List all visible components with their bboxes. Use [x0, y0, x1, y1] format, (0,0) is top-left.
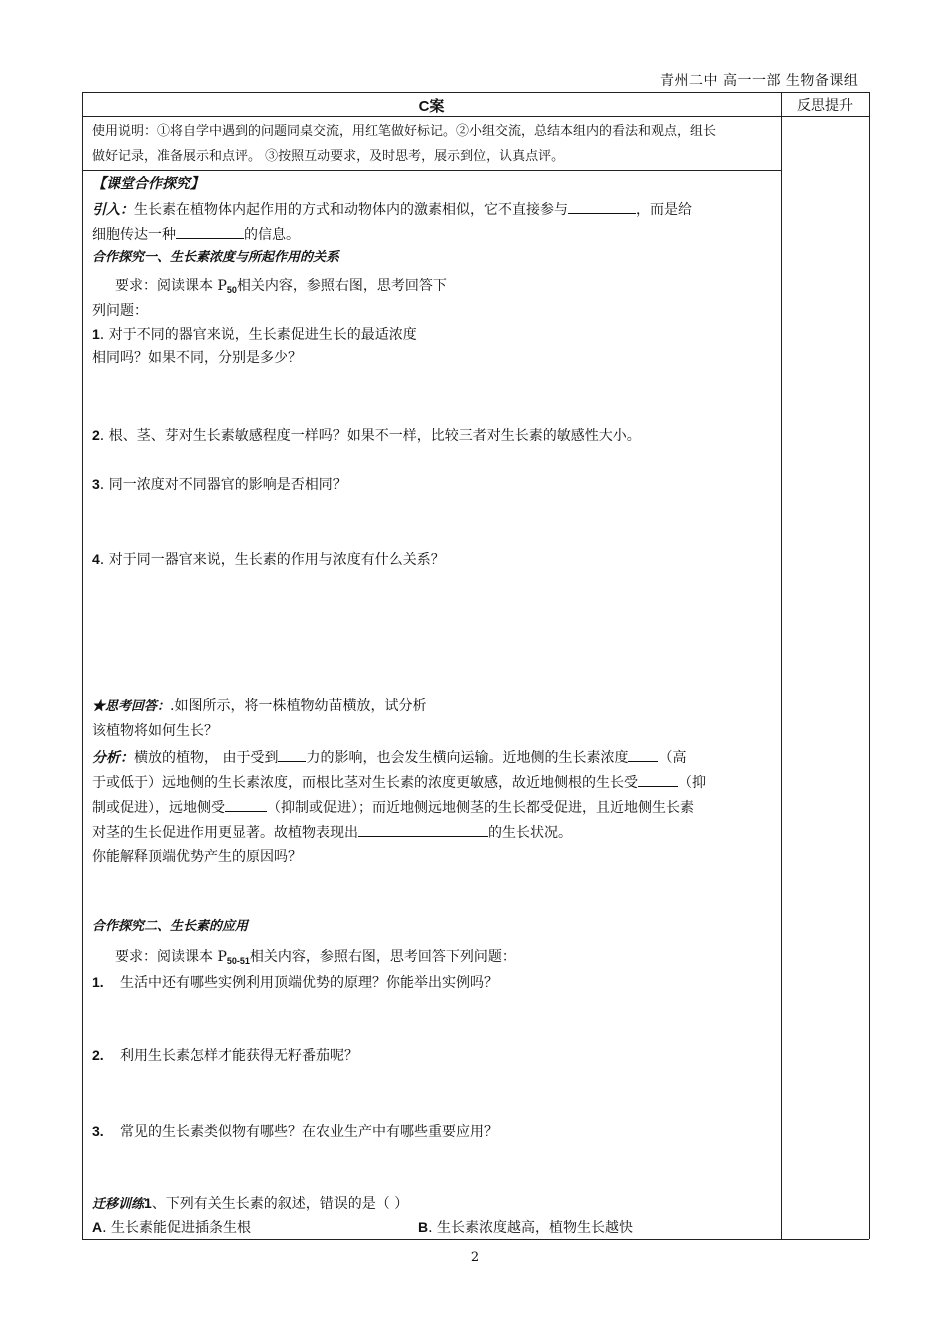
think-text: .如图所示，将一株植物幼苗横放，试分析 — [170, 698, 427, 714]
option-a-text: . 生长素能促进插条生根 — [102, 1220, 252, 1236]
e2-q1-number: 1. — [92, 974, 104, 990]
explore1-q1-line-1 — [92, 322, 777, 347]
table-right-border — [869, 92, 870, 1239]
usage-line-1: 使用说明：①将自学中遇到的问题同桌交流，用红笔做好标记。②小组交流，总结本组内的看法和观点，组长 — [92, 124, 717, 139]
analysis-text-3: （高 — [658, 750, 687, 766]
q1-number: 1 — [92, 326, 100, 342]
option-a[interactable] — [92, 1215, 392, 1240]
intro-text-3: 细胞传达一种 — [92, 227, 176, 243]
explore1-page-ref: 50 — [226, 285, 237, 295]
e2-q2-number: 2. — [92, 1047, 104, 1063]
blank-concentration[interactable] — [628, 747, 658, 762]
transfer-text: 、下列有关生长素的叙述，错误的是（ ） — [151, 1196, 409, 1212]
usage-divider — [82, 170, 781, 171]
page-number: 2 — [470, 1250, 480, 1265]
header-school-line: 青州二中 高一一部 生物备课组 — [660, 73, 859, 89]
explore1-q2 — [92, 423, 777, 448]
column-title-reflection: 反思提升 — [797, 98, 853, 114]
blank-growth-status[interactable] — [358, 822, 488, 837]
explore2-req-text: 要求：阅读课本 P — [115, 949, 227, 965]
column-title-main: C案 — [418, 98, 445, 115]
explore2-q2 — [92, 1043, 777, 1068]
analysis-text-8: 对茎的生长促进作用更显著。故植物表现出 — [92, 825, 358, 841]
intro-text-4: 的信息。 — [244, 227, 300, 243]
explore1-requirement — [115, 274, 775, 302]
analysis-label: 分析： — [92, 750, 134, 766]
section-title: 【课堂合作探究】 — [92, 176, 204, 192]
explore1-req-text-2: 相关内容，参照右图，思考回答下 — [236, 278, 447, 294]
q4-text: . 对于同一器官来说，生长素的作用与浓度有什么关系？ — [99, 552, 445, 568]
explore1-req-cont: 列问题： — [92, 303, 148, 319]
intro-line-2 — [92, 223, 777, 247]
table-top-border — [82, 92, 869, 93]
q3-number: 3 — [92, 476, 100, 492]
blank-force[interactable] — [278, 747, 306, 762]
q2-text: . 根、茎、芽对生长素敏感程度一样吗？如果不一样，比较三者对生长素的敏感性大小。 — [99, 428, 641, 444]
analysis-text-1: 横放的植物， 由于受到 — [134, 750, 279, 766]
think-line-1 — [92, 694, 777, 719]
q4-number: 4 — [92, 551, 100, 567]
explore1-req-text: 要求：阅读课本 P — [115, 278, 227, 294]
intro-label: 引入： — [92, 202, 134, 218]
analysis-text-4: 于或低于）远地侧的生长素浓度，而根比茎对生长素的浓度更敏感，故近地侧根的生长受 — [92, 775, 638, 791]
option-b-letter: B — [418, 1219, 429, 1235]
analysis-text-6: 制或促进），远地侧受 — [92, 800, 225, 816]
explore2-q1 — [92, 970, 777, 995]
analysis-text-9: 的生长状况。 — [488, 825, 572, 841]
explore1-title: 合作探究一、生长素浓度与所起作用的关系 — [92, 250, 340, 265]
think-line-2: 该植物将如何生长？ — [92, 723, 218, 739]
analysis-text-2: 力的影响，也会发生横向运输。近地侧的生长素浓度 — [306, 750, 629, 766]
analysis-line-1 — [92, 746, 777, 770]
table-column-divider — [781, 92, 782, 1239]
analysis-line-3 — [92, 796, 777, 820]
explore2-title: 合作探究二、生长素的应用 — [92, 919, 249, 934]
option-a-letter: A — [92, 1219, 103, 1235]
q1-text: . 对于不同的器官来说，生长素促进生长的最适浓度 — [99, 327, 417, 343]
analysis-question: 你能解释顶端优势产生的原因吗？ — [92, 849, 302, 865]
explore2-requirement — [115, 945, 775, 973]
transfer-label: 迁移训练 — [92, 1197, 145, 1212]
blank-root-near[interactable] — [638, 772, 678, 787]
analysis-text-7: （抑制或促进）；而近地侧远地侧茎的生长都受促进，且近地侧生长素 — [267, 800, 694, 816]
analysis-text-5: （抑 — [678, 775, 706, 791]
blank-intro-2[interactable] — [176, 224, 244, 239]
explore2-req-text-2: 相关内容，参照右图，思考回答下列问题： — [249, 949, 516, 965]
transfer-number: 1 — [144, 1195, 152, 1211]
analysis-line-4 — [92, 821, 777, 845]
q2-number: 2 — [92, 427, 100, 443]
q3-text: . 同一浓度对不同器官的影响是否相同？ — [99, 477, 347, 493]
table-header-divider — [82, 116, 869, 117]
e2-q1-text: 生活中还有哪些实例利用顶端优势的原理？你能举出实例吗？ — [120, 975, 498, 991]
explore2-page-ref: 50-51 — [226, 956, 250, 966]
usage-line-2: 做好记录，准备展示和点评。 ③按照互动要求，及时思考，展示到位，认真点评。 — [92, 149, 565, 164]
intro-line-1 — [92, 198, 777, 222]
option-b-text: . 生长素浓度越高，植物生长越快 — [428, 1220, 634, 1236]
table-left-border — [82, 92, 83, 1239]
blank-root-far[interactable] — [225, 797, 267, 812]
analysis-line-2 — [92, 771, 777, 795]
explore1-q3 — [92, 472, 777, 497]
explore1-q4 — [92, 547, 777, 572]
intro-text: 生长素在植物体内起作用的方式和动物体内的激素相似，它不直接参与 — [134, 202, 568, 218]
e2-q3-text: 常见的生长素类似物有哪些？在农业生产中有哪些重要应用？ — [120, 1124, 498, 1140]
blank-intro-1[interactable] — [568, 199, 636, 214]
option-b[interactable] — [418, 1215, 768, 1240]
transfer-question — [92, 1191, 777, 1217]
e2-q3-number: 3. — [92, 1123, 104, 1139]
e2-q2-text: 利用生长素怎样才能获得无籽番茄呢？ — [120, 1048, 358, 1064]
intro-text-2: ，而是给 — [636, 202, 692, 218]
explore2-q3 — [92, 1119, 777, 1144]
think-label: ★思考回答： — [92, 699, 171, 714]
explore1-q1-line-2: 相同吗？如果不同，分别是多少？ — [92, 350, 302, 366]
